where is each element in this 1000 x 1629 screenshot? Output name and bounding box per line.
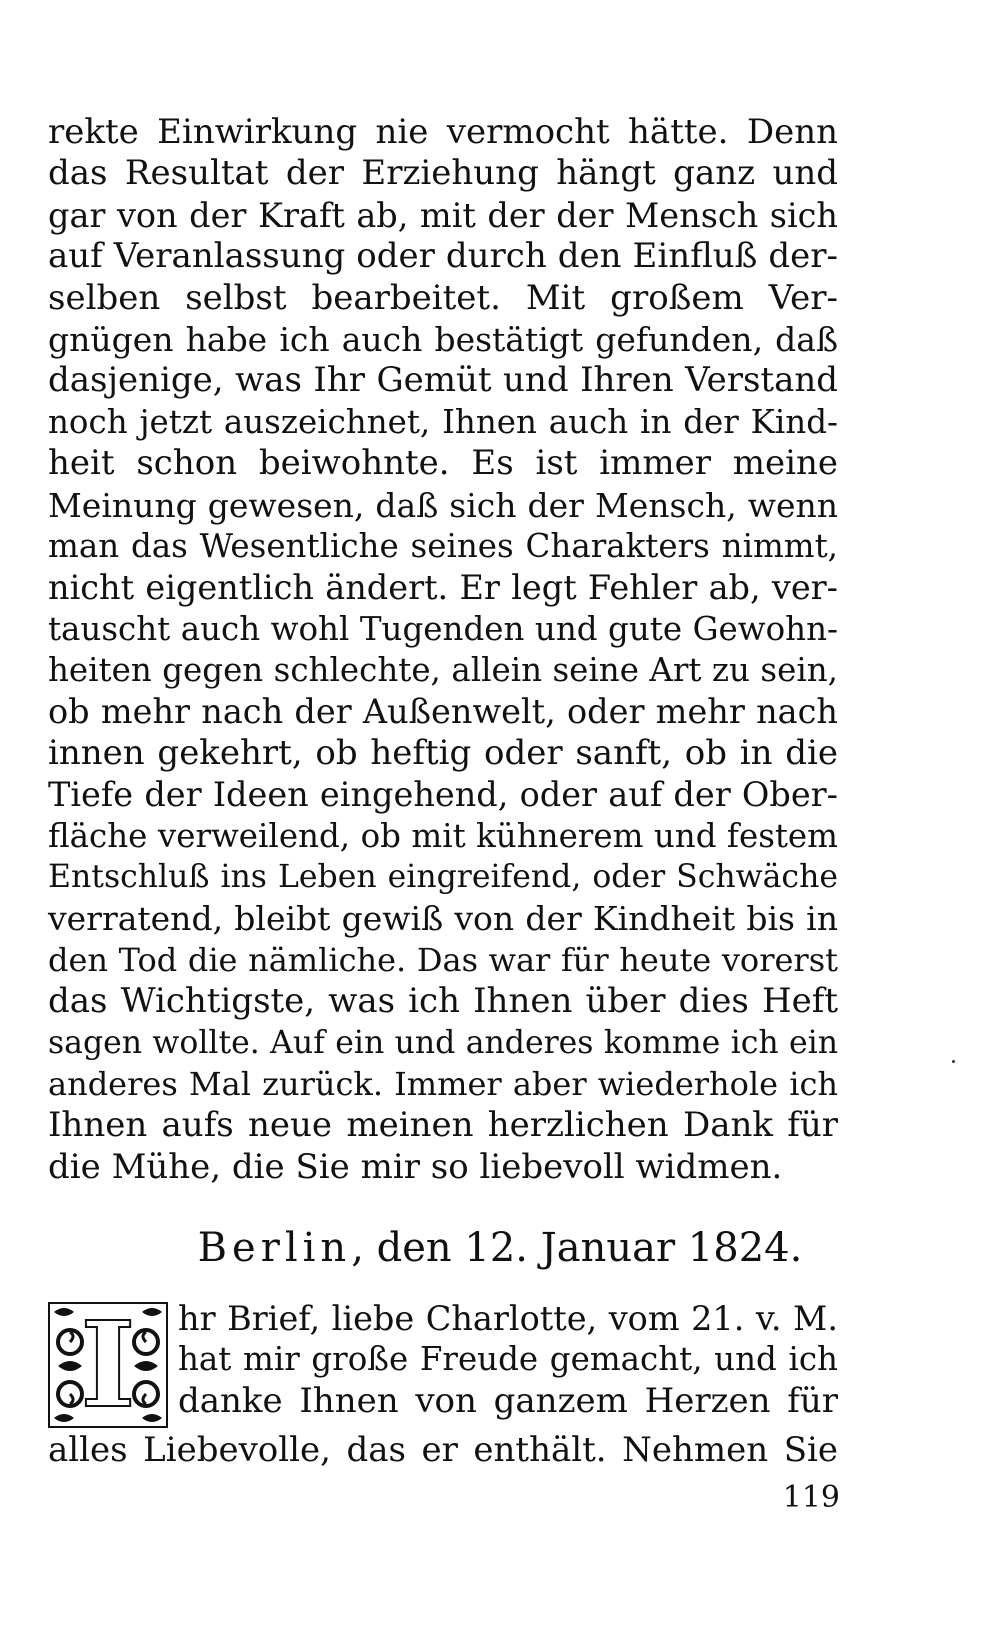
text-line: hat mir große Freude gemacht, und ich — [178, 1340, 838, 1379]
text-line: hr Brief, liebe Charlotte, vom 21. v. M. — [178, 1299, 838, 1338]
text-line: gnügen habe ich auch bestätigt gefunden, daß — [48, 319, 838, 359]
text-line: sagen wollte. Auf ein und anderes komme ich ein — [48, 1024, 838, 1061]
heading-date: , den 12. Januar 1824. — [351, 1225, 803, 1271]
text-line: alles Liebevolle, das er enthält. Nehmen Sie — [48, 1430, 838, 1470]
text-line: den Tod die nämliche. Das war für heute vorerst — [48, 940, 838, 979]
letter-opening — [48, 1295, 838, 1470]
text-line: heit schon beiwohnte. Es ist immer meine — [48, 443, 838, 484]
margin-speck — [952, 1060, 955, 1063]
full-width-line — [48, 1430, 838, 1471]
body-text — [48, 112, 838, 1188]
text-line: selben selbst bearbeitet. Mit großem Ver- — [48, 277, 838, 318]
text-line: ob mehr nach der Außenwelt, oder mehr nach — [48, 692, 838, 732]
ornamental-dropcap — [48, 1295, 168, 1434]
text-line: das Resultat der Erziehung hängt ganz und — [48, 153, 838, 194]
text-line: heiten gegen schlechte, allein seine Art zu sein, — [48, 651, 838, 690]
text-line: innen gekehrt, ob heftig oder sanft, ob in die — [48, 732, 838, 773]
text-line: danke Ihnen von ganzem Herzen für — [178, 1380, 838, 1421]
text-line: nicht eigentlich ändert. Er legt Fehler ab, ver- — [48, 568, 838, 608]
text-line: Ihnen aufs neue meinen herzlichen Dank für — [48, 1105, 838, 1146]
text-line: Meinung gewesen, daß sich der Mensch, wenn — [48, 485, 838, 525]
text-line: auf Veranlassung oder durch den Einfluß der- — [48, 236, 838, 277]
heading-place: Berlin — [197, 1225, 352, 1271]
dropcap-letter: I — [80, 1295, 136, 1434]
text-line: rekte Einwirkung nie vermocht hätte. Denn — [48, 112, 838, 152]
text-line: tauscht auch wohl Tugenden und gute Gewohn- — [48, 609, 838, 648]
text-line: das Wichtigste, was ich Ihnen über dies Heft — [48, 981, 838, 1022]
text-line: noch jetzt auszeichnet, Ihnen auch in der Kind- — [48, 402, 838, 441]
text-line: Entschluß ins Leben eingreifend, oder Schwäche — [48, 859, 838, 896]
text-line: fläche verweilend, ob mit kühnerem und festem — [48, 816, 838, 855]
text-line: verratend, bleibt gewiß von der Kindheit bis in — [48, 899, 838, 939]
text-line: man das Wesentliche seines Charakters nimmt, — [48, 526, 838, 565]
text-line: gar von der Kraft ab, mit der der Mensch sich — [48, 195, 838, 235]
text-line: dasjenige, was Ihr Gemüt und Ihren Verstand — [48, 360, 838, 401]
letter-heading — [0, 1218, 1000, 1278]
text-line-last: die Mühe, die Sie mir so liebevoll widmen. — [48, 1146, 783, 1187]
page-number: 119 — [782, 1480, 840, 1515]
text-line: Tiefe der Ideen eingehend, oder auf der Ober- — [48, 775, 838, 815]
text-line: anderes Mal zurück. Immer aber wiederhole ich — [48, 1064, 838, 1103]
